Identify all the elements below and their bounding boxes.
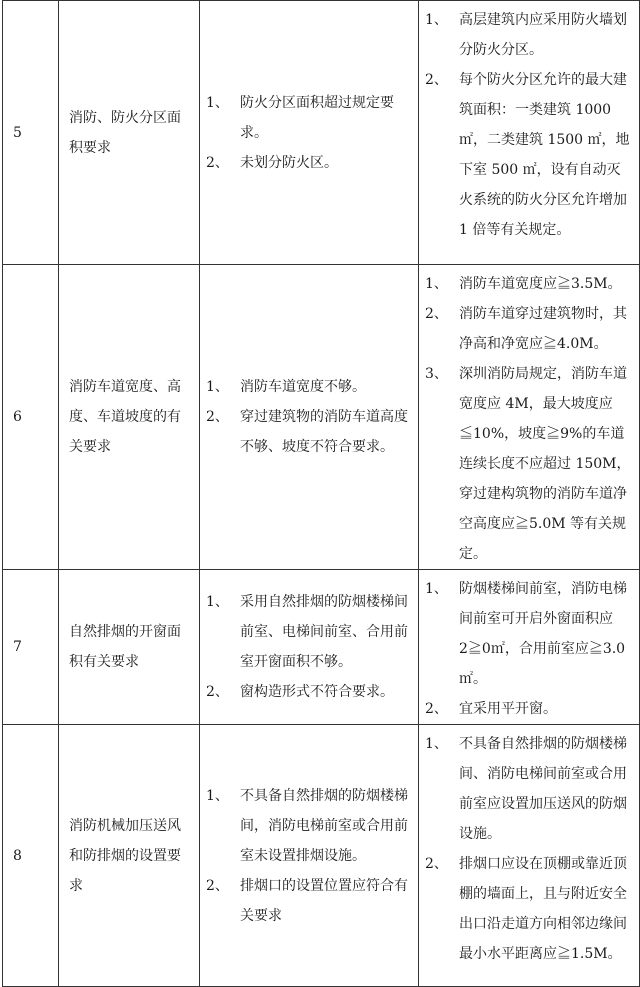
row-topic: 消防车道宽度、高度、车道坡度的有关要求: [59, 265, 200, 570]
requirement-item: 1、 消防车道宽度应≧3.5M。: [425, 276, 622, 292]
requirement-item: 2、 消防车道穿过建筑物时，其净高和净宽应≧4.0M。: [425, 306, 627, 352]
table-row: [3, 725, 640, 987]
issue-item: 2、 穿过建筑物的消防车道高度不够、坡度不符合要求。: [206, 409, 408, 455]
issues-cell: [200, 725, 419, 987]
row-number: 7: [3, 570, 59, 725]
fire-safety-table: [2, 0, 640, 987]
issue-item: 1、 采用自然排烟的防烟楼梯间前室、电梯间前室、合用前室开窗面积不够。: [206, 594, 408, 670]
issue-item: 1、 不具备自然排烟的防烟楼梯间，消防电梯前室或合用前室未设置排烟设施。: [206, 787, 408, 864]
row-number: 5: [3, 1, 59, 265]
issues-cell: [200, 1, 419, 265]
requirement-item: 2、 宜采用平开窗。: [425, 701, 557, 717]
row-number: 8: [3, 725, 59, 987]
issue-item: 2、 未划分防火区。: [206, 154, 338, 171]
issue-item: 2、 窗构造形式不符合要求。: [206, 684, 394, 700]
row-number: 6: [3, 265, 59, 570]
requirement-item: 1、 防烟楼梯间前室，消防电梯间前室可开启外窗面积应 2≧0㎡，合用前室应≧3.0㎡。: [425, 581, 627, 687]
table-row: [3, 1, 640, 265]
issue-item: 2、 排烟口的设置位置应符合有关要求: [206, 877, 408, 924]
requirement-item: 1、 高层建筑内应采用防火墙划分防火分区。: [425, 12, 627, 58]
row-topic: 消防、防火分区面积要求: [59, 1, 200, 265]
requirement-item: 2、 排烟口应设在顶棚或靠近顶棚的墙面上，且与附近安全出口沿走道方向相邻边缘间最小水平距离应≧1.5M。: [425, 856, 627, 962]
requirements-cell: [419, 725, 640, 987]
requirement-item: 2、 每个防火分区允许的最大建筑面积：一类建筑 1000 ㎡，二类建筑 1500 ㎡，地下室 500 ㎡，设有自动灭火系统的防火分区允许增加 1 倍等有关规定。: [425, 72, 630, 238]
row-topic: 消防机械加压送风和防排烟的设置要求: [59, 725, 200, 987]
issue-item: 1、 防火分区面积超过规定要求。: [206, 94, 394, 141]
table-row: [3, 570, 640, 725]
issues-cell: [200, 570, 419, 725]
issues-cell: [200, 265, 419, 570]
row-topic: 自然排烟的开窗面积有关要求: [59, 570, 200, 725]
requirement-item: 1、 不具备自然排烟的防烟楼梯间、消防电梯间前室或合用前室应设置加压送风的防烟设施。: [425, 736, 627, 842]
issue-item: 1、 消防车道宽度不够。: [206, 379, 366, 395]
table-row: [3, 265, 640, 570]
requirements-cell: [419, 1, 640, 265]
requirements-cell: [419, 265, 640, 570]
requirements-cell: [419, 570, 640, 725]
requirement-item: 3、 深圳消防局规定，消防车道宽度应 4M，最大坡度应≦10%，坡度≧9%的车道连续长度不应超过 150M，穿过建构筑物的消防车道净空高度应≧5.0M 等有关规定。: [425, 366, 631, 562]
